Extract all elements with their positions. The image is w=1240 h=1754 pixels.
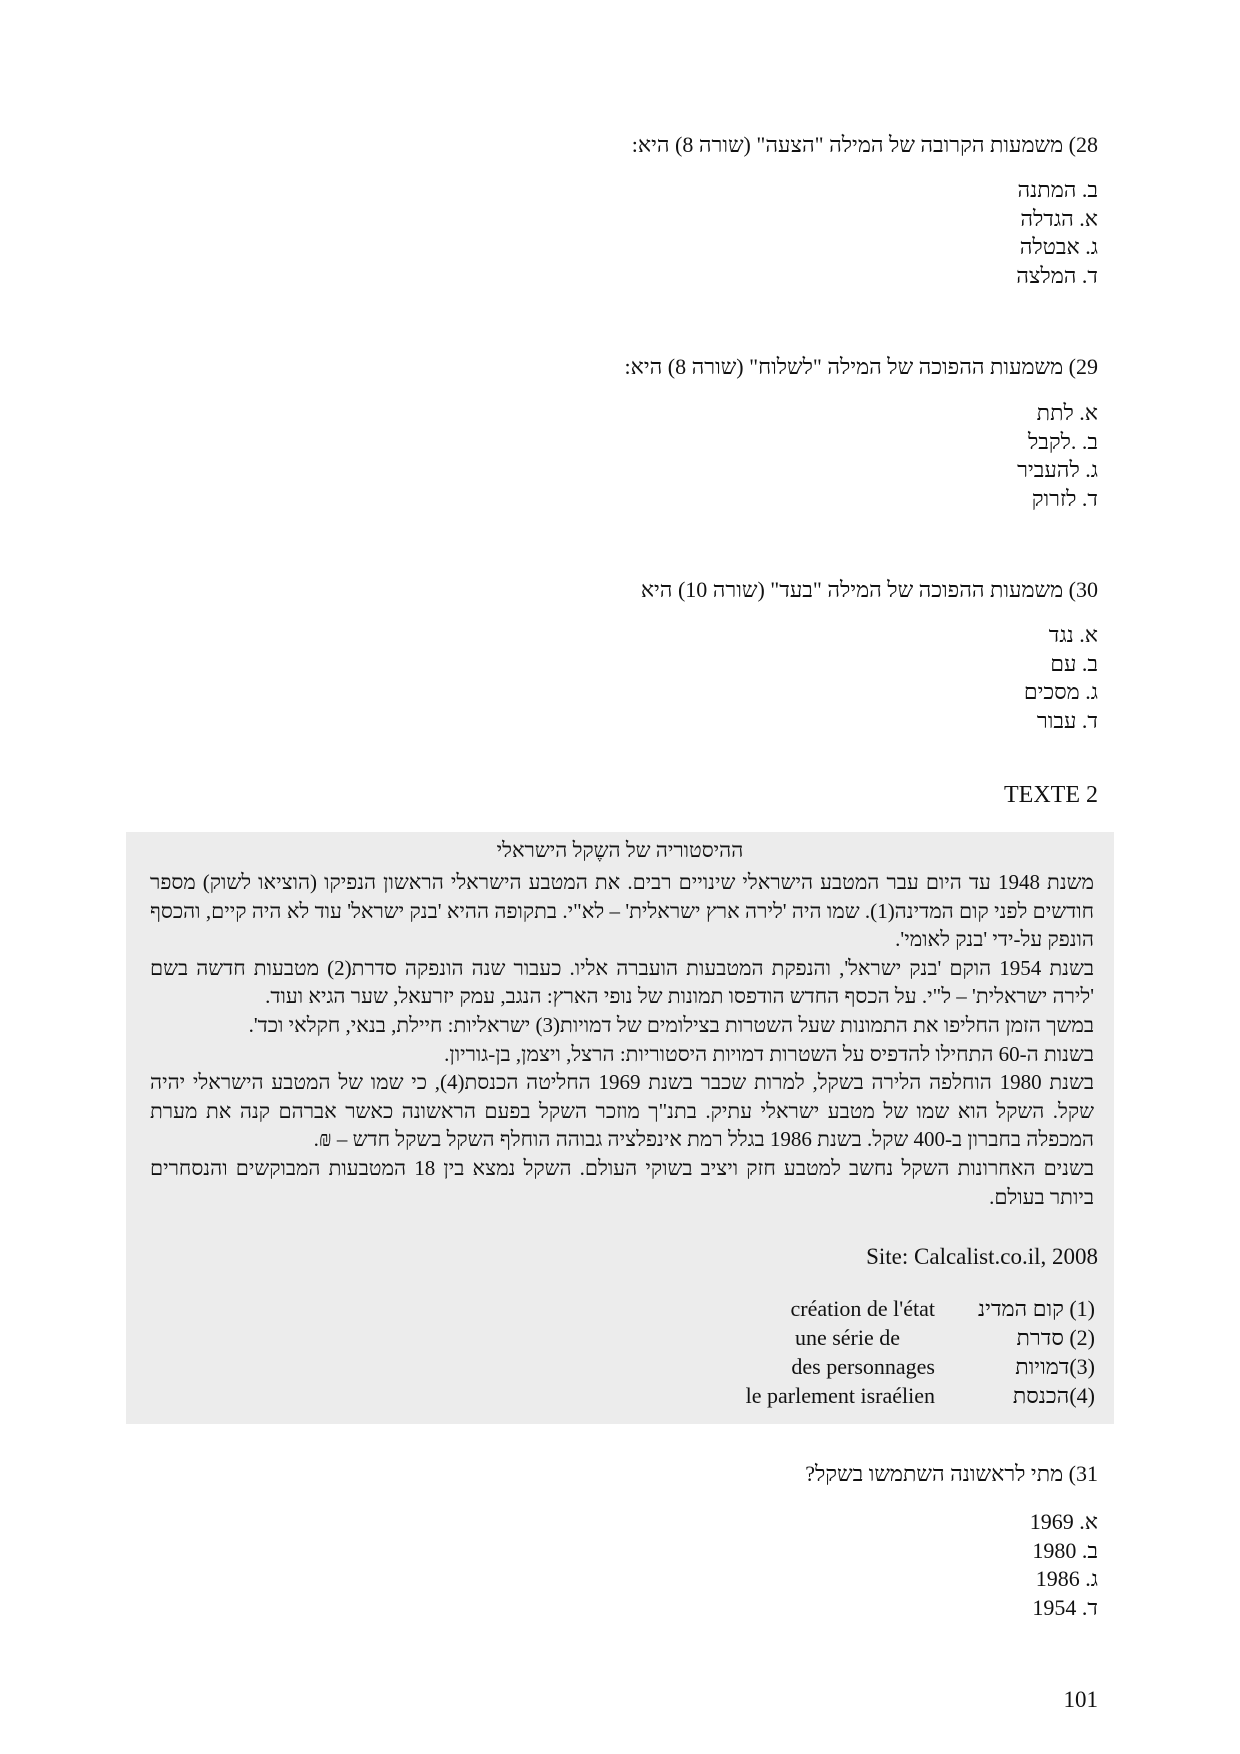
glossary-hebrew: (2) סדרת	[1016, 1325, 1095, 1350]
question-30: 30) משמעות ההפוכה של המילה "בעד" (שורה 10) היא	[640, 577, 1098, 602]
article-source: Site: Calcalist.co.il, 2008	[866, 1244, 1098, 1269]
glossary	[600, 1294, 1100, 1410]
article-paragraph: בשנות ה-60 התחילו להדפיס על השטרות דמויות היסטוריות: הרצל, ויצמן, בן-גוריון.	[444, 1041, 1094, 1066]
question-29-options	[1017, 399, 1098, 513]
article-body	[150, 868, 1094, 1211]
question-29: 29) משמעות ההפוכה של המילה "לשלוח" (שורה 8) היא:	[624, 354, 1098, 379]
texte-label: TEXTE 2	[1004, 782, 1098, 808]
glossary-hebrew: (3)דמויות	[1015, 1354, 1095, 1379]
question-30-options	[1024, 621, 1098, 735]
question-31-options	[1030, 1508, 1098, 1622]
glossary-hebrew: (4)הכנסת	[1012, 1383, 1095, 1408]
option: א. לתת	[1036, 400, 1098, 425]
glossary-hebrew: (1) קום המדינ	[978, 1296, 1095, 1321]
article-paragraph: בשנת 1954 הוקם 'בנק ישראל', והנפקת המטבעות הועברה אליו. כעבור שנה הונפקה סדרת(2) מטבעות חדשה בשם 'לירה ישראלית' – ל"י. על הכסף החדש הודפסו תמונות של נופי הארץ: הנגב, עמק יזרעאל, שער הגיא ועוד.	[150, 955, 1095, 1009]
glossary-french: une série de	[794, 1325, 900, 1350]
option: ג. אבטלה	[1019, 234, 1098, 259]
glossary-row	[600, 1352, 1100, 1381]
option: ג. 1986	[1035, 1566, 1098, 1591]
option: ב. 1980	[1032, 1537, 1098, 1563]
glossary-french: des personnages	[791, 1354, 935, 1379]
option: ד. 1954	[1032, 1594, 1098, 1620]
glossary-french: le parlement israélien	[745, 1383, 935, 1408]
article-paragraph: משנת 1948 עד היום עבר המטבע הישראלי שינויים רבים. את המטבע הישראלי הראשון הנפיקו (הוציאו לשוק) מספר חודשים לפני קום המדינה(1). שמו היה 'לירה ארץ ישראלית' – לא"י. בתקופה ההיא 'בנק ישראל' עוד לא היה קיים, והכסף הונפק על-ידי 'בנק לאומי'.	[150, 870, 1094, 952]
option: ג. מסכים	[1023, 679, 1098, 704]
article-title: ההיסטוריה של השֶקל הישראלי	[496, 838, 744, 862]
glossary-row	[600, 1294, 1100, 1323]
article-paragraph: במשך הזמן החליפו את התמונות שעל השטרות בצילומים של דמויות(3) ישראליות: חיילת, בנאי, חקלאי וכד'.	[248, 1012, 1094, 1037]
option: ב. המתנה	[1017, 177, 1098, 202]
option: ד. לזרוק	[1031, 485, 1098, 511]
option: א. הגדלה	[1020, 205, 1098, 231]
option: ב. .לקבל	[1027, 428, 1098, 454]
option: ד. המלצה	[1016, 262, 1098, 288]
option: ג. להעביר	[1017, 457, 1098, 482]
article-paragraph: בשנת 1980 הוחלפה הלירה בשקל, למרות שכבר בשנת 1969 החליטה הכנסת(4), כי שמו של המטבע הישראלי יהיה שקל. השקל הוא שמו של מטבע ישראלי עתיק. בתנ"ך מוזכר השקל בפעם הראשונה כאשר אברהם קנה את מערת המכפלה בחברון ב-400 שקל. בשנת 1986 בגלל רמת אינפלציה גבוהה הוחלף השקל בשקל חדש – ₪.	[150, 1070, 1094, 1152]
glossary-row	[600, 1323, 1100, 1352]
option: א. נגד	[1048, 622, 1098, 647]
glossary-french: création de l'état	[790, 1296, 935, 1321]
option: ד. עבור	[1036, 707, 1098, 733]
question-28-options	[1016, 176, 1098, 290]
page-number: 101	[1063, 1687, 1098, 1712]
option: א. 1969	[1029, 1509, 1098, 1534]
option: ב. עם	[1050, 650, 1098, 676]
question-28: 28) משמעות הקרובה של המילה "הצעה" (שורה 8) היא:	[631, 132, 1098, 157]
article-paragraph: בשנים האחרונות השקל נחשב למטבע חזק ויציב בשוקי העולם. השקל נמצא בין 18 המטבעות המבוקשים והנסחרים ביותר בעולם.	[150, 1155, 1094, 1209]
question-31: 31) מתי לראשונה השתמשו בשקל?	[805, 1461, 1098, 1486]
glossary-row	[600, 1381, 1100, 1410]
